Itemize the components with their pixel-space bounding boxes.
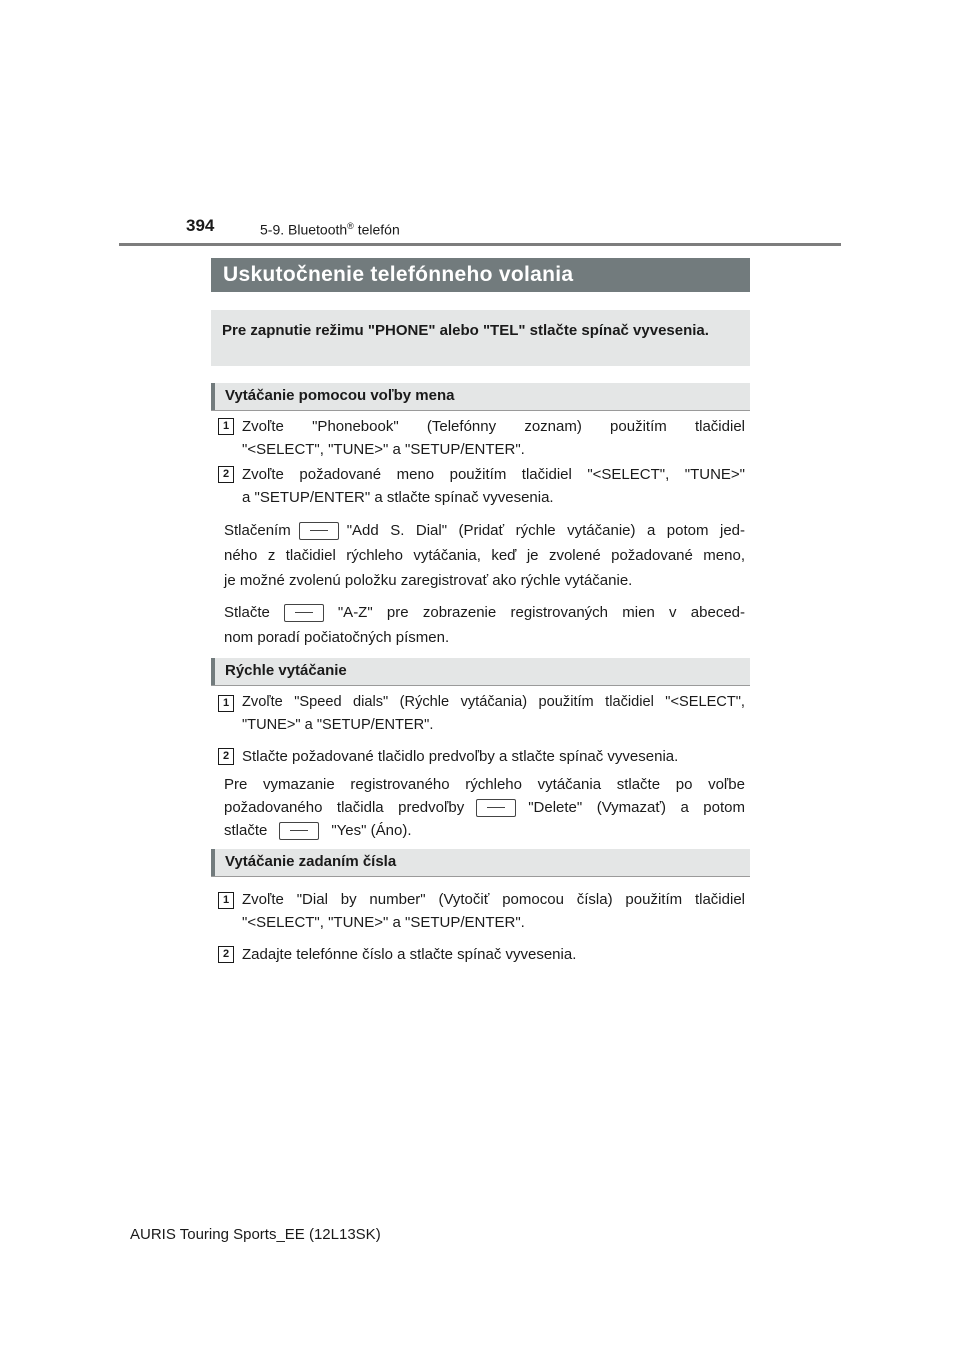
subheading-speed-dial: Rýchle vytáčanie <box>211 658 750 685</box>
step-text <box>242 415 745 461</box>
step-text <box>242 888 745 934</box>
step-number: 2 <box>218 946 234 963</box>
note-text: "Add S. Dial" (Pridať rýchle vytáčanie) a potom jed- <box>346 522 745 539</box>
note-a-z <box>224 600 745 650</box>
preset-button-icon <box>476 799 516 817</box>
step-number: 2 <box>218 466 234 483</box>
step-number: 1 <box>218 695 234 712</box>
preset-button-icon <box>279 822 319 840</box>
note-text: "Yes" (Áno). <box>331 822 412 839</box>
step-text <box>242 691 745 737</box>
section-prefix: 5-9. Bluetooth <box>260 221 348 238</box>
step-line: Zvoľte "Phonebook" (Telefónny zoznam) použitím tlačidiel <box>242 418 745 435</box>
note-text: Stlačením <box>224 522 291 539</box>
subheading-by-number: Vytáčanie zadaním čísla <box>211 849 750 876</box>
note-line <box>224 518 745 543</box>
step-line: "<SELECT", "TUNE>" a "SETUP/ENTER". <box>242 914 525 931</box>
step-line: a "SETUP/ENTER" a stlačte spínač vyvesenia. <box>242 489 554 506</box>
note-delete-speed-dial <box>224 773 745 842</box>
step-line: Zadajte telefónne číslo a stlačte spínač vyvesenia. <box>242 946 577 963</box>
footer-model: AURIS Touring Sports_EE (12L13SK) <box>130 1226 381 1243</box>
step-line: "TUNE>" a "SETUP/ENTER". <box>242 717 434 733</box>
registered-mark: ® <box>347 221 354 231</box>
note-line <box>224 819 745 842</box>
step-line: Zvoľte požadované meno použitím tlačidiel "<SELECT", "TUNE>" <box>242 466 745 483</box>
note-text: požadovaného tlačidla predvoľby <box>224 799 465 816</box>
step-text <box>242 463 745 509</box>
preset-button-icon <box>299 522 339 540</box>
note-text: stlačte <box>224 822 268 839</box>
note-line <box>224 600 745 625</box>
section-suffix: telefón <box>353 221 400 238</box>
note-text: "A-Z" pre zobrazenie registrovaných mien v abeced- <box>337 604 745 621</box>
subheading-by-name: Vytáčanie pomocou voľby mena <box>211 383 750 410</box>
note-text: "Delete" (Vymazať) a potom <box>528 799 745 816</box>
section-title <box>260 221 400 238</box>
step-line: Zvoľte "Dial by number" (Vytočiť pomocou čísla) použitím tlačidiel <box>242 891 745 908</box>
header-divider <box>119 243 841 246</box>
note-line: ného z tlačidiel rýchleho vytáčania, keď je zvolené požadované meno, <box>224 547 745 564</box>
step-number: 2 <box>218 748 234 765</box>
note-add-speed-dial <box>224 518 745 593</box>
step-line: "<SELECT", "TUNE>" a "SETUP/ENTER". <box>242 441 525 458</box>
page-number: 394 <box>186 216 215 235</box>
note-line: Pre vymazanie registrovaného rýchleho vytáčania stlačte po voľbe <box>224 776 745 793</box>
note-line: nom poradí počiatočných písmen. <box>224 629 450 646</box>
note-line <box>224 796 745 819</box>
preset-button-icon <box>284 604 324 622</box>
intro-note: Pre zapnutie režimu "PHONE" alebo "TEL" stlačte spínač vyvesenia. <box>211 310 750 366</box>
note-line: je možné zvolenú položku zaregistrovať ako rýchle vytáčanie. <box>224 572 633 589</box>
step-line: Zvoľte "Speed dials" (Rýchle vytáčania) použitím tlačidiel "<SELECT", <box>242 694 745 710</box>
note-text: Stlačte <box>224 604 270 621</box>
step-text <box>242 745 745 768</box>
step-number: 1 <box>218 892 234 909</box>
step-number: 1 <box>218 418 234 435</box>
step-line: Stlačte požadované tlačidlo predvoľby a stlačte spínač vyvesenia. <box>242 748 679 765</box>
page-title: Uskutočnenie telefónneho volania <box>211 258 750 292</box>
step-text <box>242 943 745 966</box>
